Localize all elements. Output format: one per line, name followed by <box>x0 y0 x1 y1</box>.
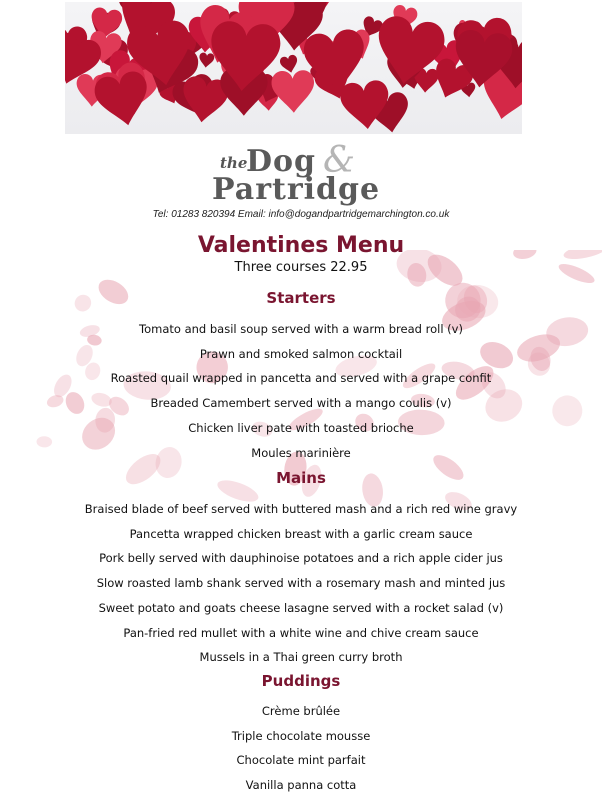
hearts-illustration <box>65 2 522 134</box>
starters-heading: Starters <box>266 289 336 307</box>
menu-item: Pork belly served with dauphinoise potatoes and a rich apple cider jus <box>99 551 503 566</box>
contact-details: Tel: 01283 820394 Email: info@dogandpartridgemarchington.co.uk <box>152 209 450 220</box>
hearts-banner <box>65 2 522 134</box>
menu-item: Prawn and smoked salmon cocktail <box>199 346 403 361</box>
menu-item: Vanilla panna cotta <box>245 778 357 793</box>
mains-heading: Mains <box>276 469 326 487</box>
menu-item: Pancetta wrapped chicken breast with a garlic cream sauce <box>129 526 473 541</box>
menu-item: Triple chocolate mousse <box>231 728 371 743</box>
menu-item: Breaded Camembert served with a mango coulis (v) <box>150 396 452 411</box>
puddings-section <box>0 671 602 798</box>
menu-item: Roasted quail wrapped in pancetta and served with a grape confit <box>110 371 492 386</box>
menu-subtitle: Three courses 22.95 <box>234 260 368 275</box>
heart-shape <box>198 52 214 68</box>
starters-section <box>0 288 602 465</box>
menu-item: Slow roasted lamb shank served with a rosemary mash and minted jus <box>96 576 506 591</box>
menu-item: Pan-fried red mullet with a white wine and chive cream sauce <box>123 625 479 640</box>
menu-item: Crème brûlée <box>261 704 341 718</box>
mains-section <box>0 468 602 670</box>
menu-item: Chocolate mint parfait <box>236 753 366 768</box>
menu-title: Valentines Menu <box>197 233 405 258</box>
logo <box>0 142 602 212</box>
logo-dog: Dog <box>246 144 317 179</box>
menu-item: Tomato and basil soup served with a warm bread roll (v) <box>139 322 463 336</box>
menu-item: Moules marinière <box>251 445 351 460</box>
menu-item: Chicken liver pate with toasted brioche <box>188 420 414 435</box>
menu-item: Sweet potato and goats cheese lasagne served with a rocket salad (v) <box>98 600 504 615</box>
menu-item: Braised blade of beef served with buttered mash and a rich red wine gravy <box>84 502 518 516</box>
logo-the: the <box>220 154 248 172</box>
puddings-heading: Puddings <box>261 672 341 690</box>
logo-ampersand: & <box>323 140 356 181</box>
logo-partridge: Partridge <box>212 172 381 207</box>
heart-shape <box>271 70 315 114</box>
menu-item: Mussels in a Thai green curry broth <box>199 650 403 665</box>
